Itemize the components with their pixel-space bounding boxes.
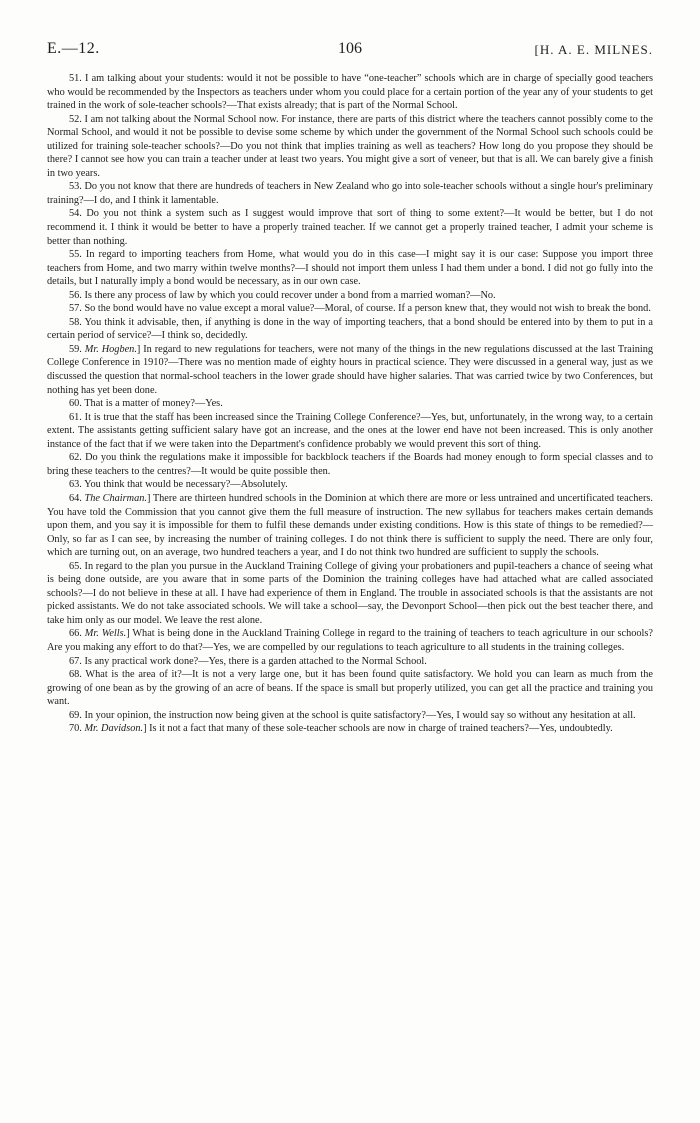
paragraph-63: 63. You think that would be necessary?—Absolutely.	[69, 479, 288, 491]
paragraph-52: 52. I am not talking about the Normal School now. For instance, there are parts of this district where the teachers cannot possibly come to the Normal School, and would it not be possible to devise some scheme by which under the government of the Normal School such schools could be utilized for training sole-teacher schools?—Do you not think that implies training as well as teachers? How long do you propose they should be there? I cannot see how you can train a teacher under at least two years. You might give a sort of veneer, but that is all. We can barely give a finish in two years.	[47, 113, 653, 179]
paragraph-51: 51. I am talking about your students: would it not be possible to have “one-teacher” schools which are in charge of specially good teachers who would be recommended by the Inspectors as teachers under whom you could place for a certain portion of the year any of your students to get trained in the work of sole-teacher schools?—That exists already; that is part of the Normal School.	[47, 73, 653, 112]
paragraph-61: 61. It is true that the staff has been increased since the Training College Conference?—Yes, but, unfortunately, in the wrong way, to a certain extent. The assistants getting sufficient salary have got an increase, and the ones at the lower end have not been increased. This is only another instance of the fact that if we were taken into the Department's confidence probably we would prevent this sort of thing.	[47, 411, 653, 450]
paragraph-57: 57. So the bond would have no value except a moral value?—Moral, of course. If a person knew that, they would not wish to break the bond.	[69, 303, 651, 315]
speaker-name: The Chairman.	[84, 492, 147, 504]
evidence-body	[47, 72, 653, 736]
paragraph-56: 56. Is there any process of law by which you could recover under a bond from a married woman?—No.	[69, 289, 496, 301]
paragraph-64: 64. The Chairman.] There are thirteen hundred schools in the Dominion at which there are more or less untrained and uncertificated teachers. You have told the Commission that you cannot give them the full measure of instruction. The new syllabus for teachers makes certain demands upon them, and you say it is impossible for them to fulfil these demands under existing conditions. How is this state of things to be remedied?—Only, so far as I can see, by increasing the number of training colleges. I do not think there is sufficient to supply the need. There are only four, which are turning out, on an average, two hundred teachers a year, and I do not think two hundred are sufficient to supply the schools.	[47, 492, 653, 559]
paragraph-67: 67. Is any practical work done?—Yes, there is a garden attached to the Normal School.	[69, 655, 427, 667]
witness-name: [H. A. E. MILNES.	[534, 42, 653, 57]
paragraph-66: 66. Mr. Wells.] What is being done in the Auckland Training College in regard to the training of teachers to teach agriculture in our schools? Are you making any effort to do that?—Yes, we are compelled by our regulations to teach agriculture to all students in the training colleges.	[47, 628, 653, 653]
speaker-name: Mr. Wells.	[84, 628, 127, 640]
document-code: E.—12.	[47, 40, 100, 57]
paragraph-53: 53. Do you not know that there are hundreds of teachers in New Zealand who go into sole-teacher schools without a single hour's preliminary training?—I do, and I think it lamentable.	[47, 181, 653, 206]
paragraph-54: 54. Do you not think a system such as I suggest would improve that sort of thing to some extent?—It would be better, but I do not recommend it. I think it would be better to have a properly trained teacher. If we cannot get a properly trained teacher, I admit your scheme is better than nothing.	[47, 208, 653, 247]
page-number: 106	[338, 40, 362, 57]
paragraph-62: 62. Do you think the regulations make it impossible for backblock teachers if the Boards had money enough to form special classes and to bring these teachers to the centres?—It would be quite possible then.	[47, 452, 653, 477]
paragraph-70: 70. Mr. Davidson.] Is it not a fact that many of these sole-teacher schools are now in charge of trained teachers?—Yes, undoubtedly.	[69, 723, 613, 735]
paragraph-60: 60. That is a matter of money?—Yes.	[69, 398, 223, 410]
speaker-name: Mr. Davidson.	[84, 723, 144, 735]
paragraph-65: 65. In regard to the plan you pursue in the Auckland Training College of giving your probationers and pupil-teachers a chance of seeing what is being done outside, are you aware that in some parts of the Dominion the training colleges have had attached what are called associated schools?—I do not believe in these at all. I have had experience of them in England. The trouble in associated schools is that the assistants are not picked assistants. We do not take associated schools. We will take a school—say, the Devonport School—then pick out the best teacher there, and take him only as our model. We leave the rest alone.	[47, 560, 653, 626]
paragraph-59: 59. Mr. Hogben.] In regard to new regulations for teachers, were not many of the things in the new regulations discussed at the last Training College Conference in 1910?—There was no mention made of eighty hours in practical science. They were discussed in a general way, just as we discussed the question that normal-school teachers in the lower grade should have higher salaries. That was carried twice by two Conferences, but nothing has yet been done.	[47, 343, 653, 396]
paragraph-58: 58. You think it advisable, then, if anything is done in the way of importing teachers, that a bond should be entered into by them to put in a certain period of service?—I think so, decidedly.	[47, 316, 653, 342]
paragraph-68: 68. What is the area of it?—It is not a very large one, but it has been found quite satisfactory. We hold you can learn as much from the growing of one bean as by the growing of an acre of beans. If the space is small but properly utilized, you can get all the practice and training you want.	[47, 669, 653, 708]
speaker-name: Mr. Hogben.	[84, 343, 137, 355]
page-header	[47, 40, 653, 64]
paragraph-55: 55. In regard to importing teachers from Home, what would you do in this case—I might say it is our case: Suppose you import three teachers from Home, and two marry within twelve months?—I should not import them unless I had them under a bond. I did not go fully into the details, but I naturally imply a bond would be necessary, as in our own case.	[47, 249, 653, 288]
paragraph-69: 69. In your opinion, the instruction now being given at the school is quite satisfactory?—Yes, I would say so without any hesitation at all.	[69, 709, 636, 721]
document-page	[47, 40, 653, 736]
